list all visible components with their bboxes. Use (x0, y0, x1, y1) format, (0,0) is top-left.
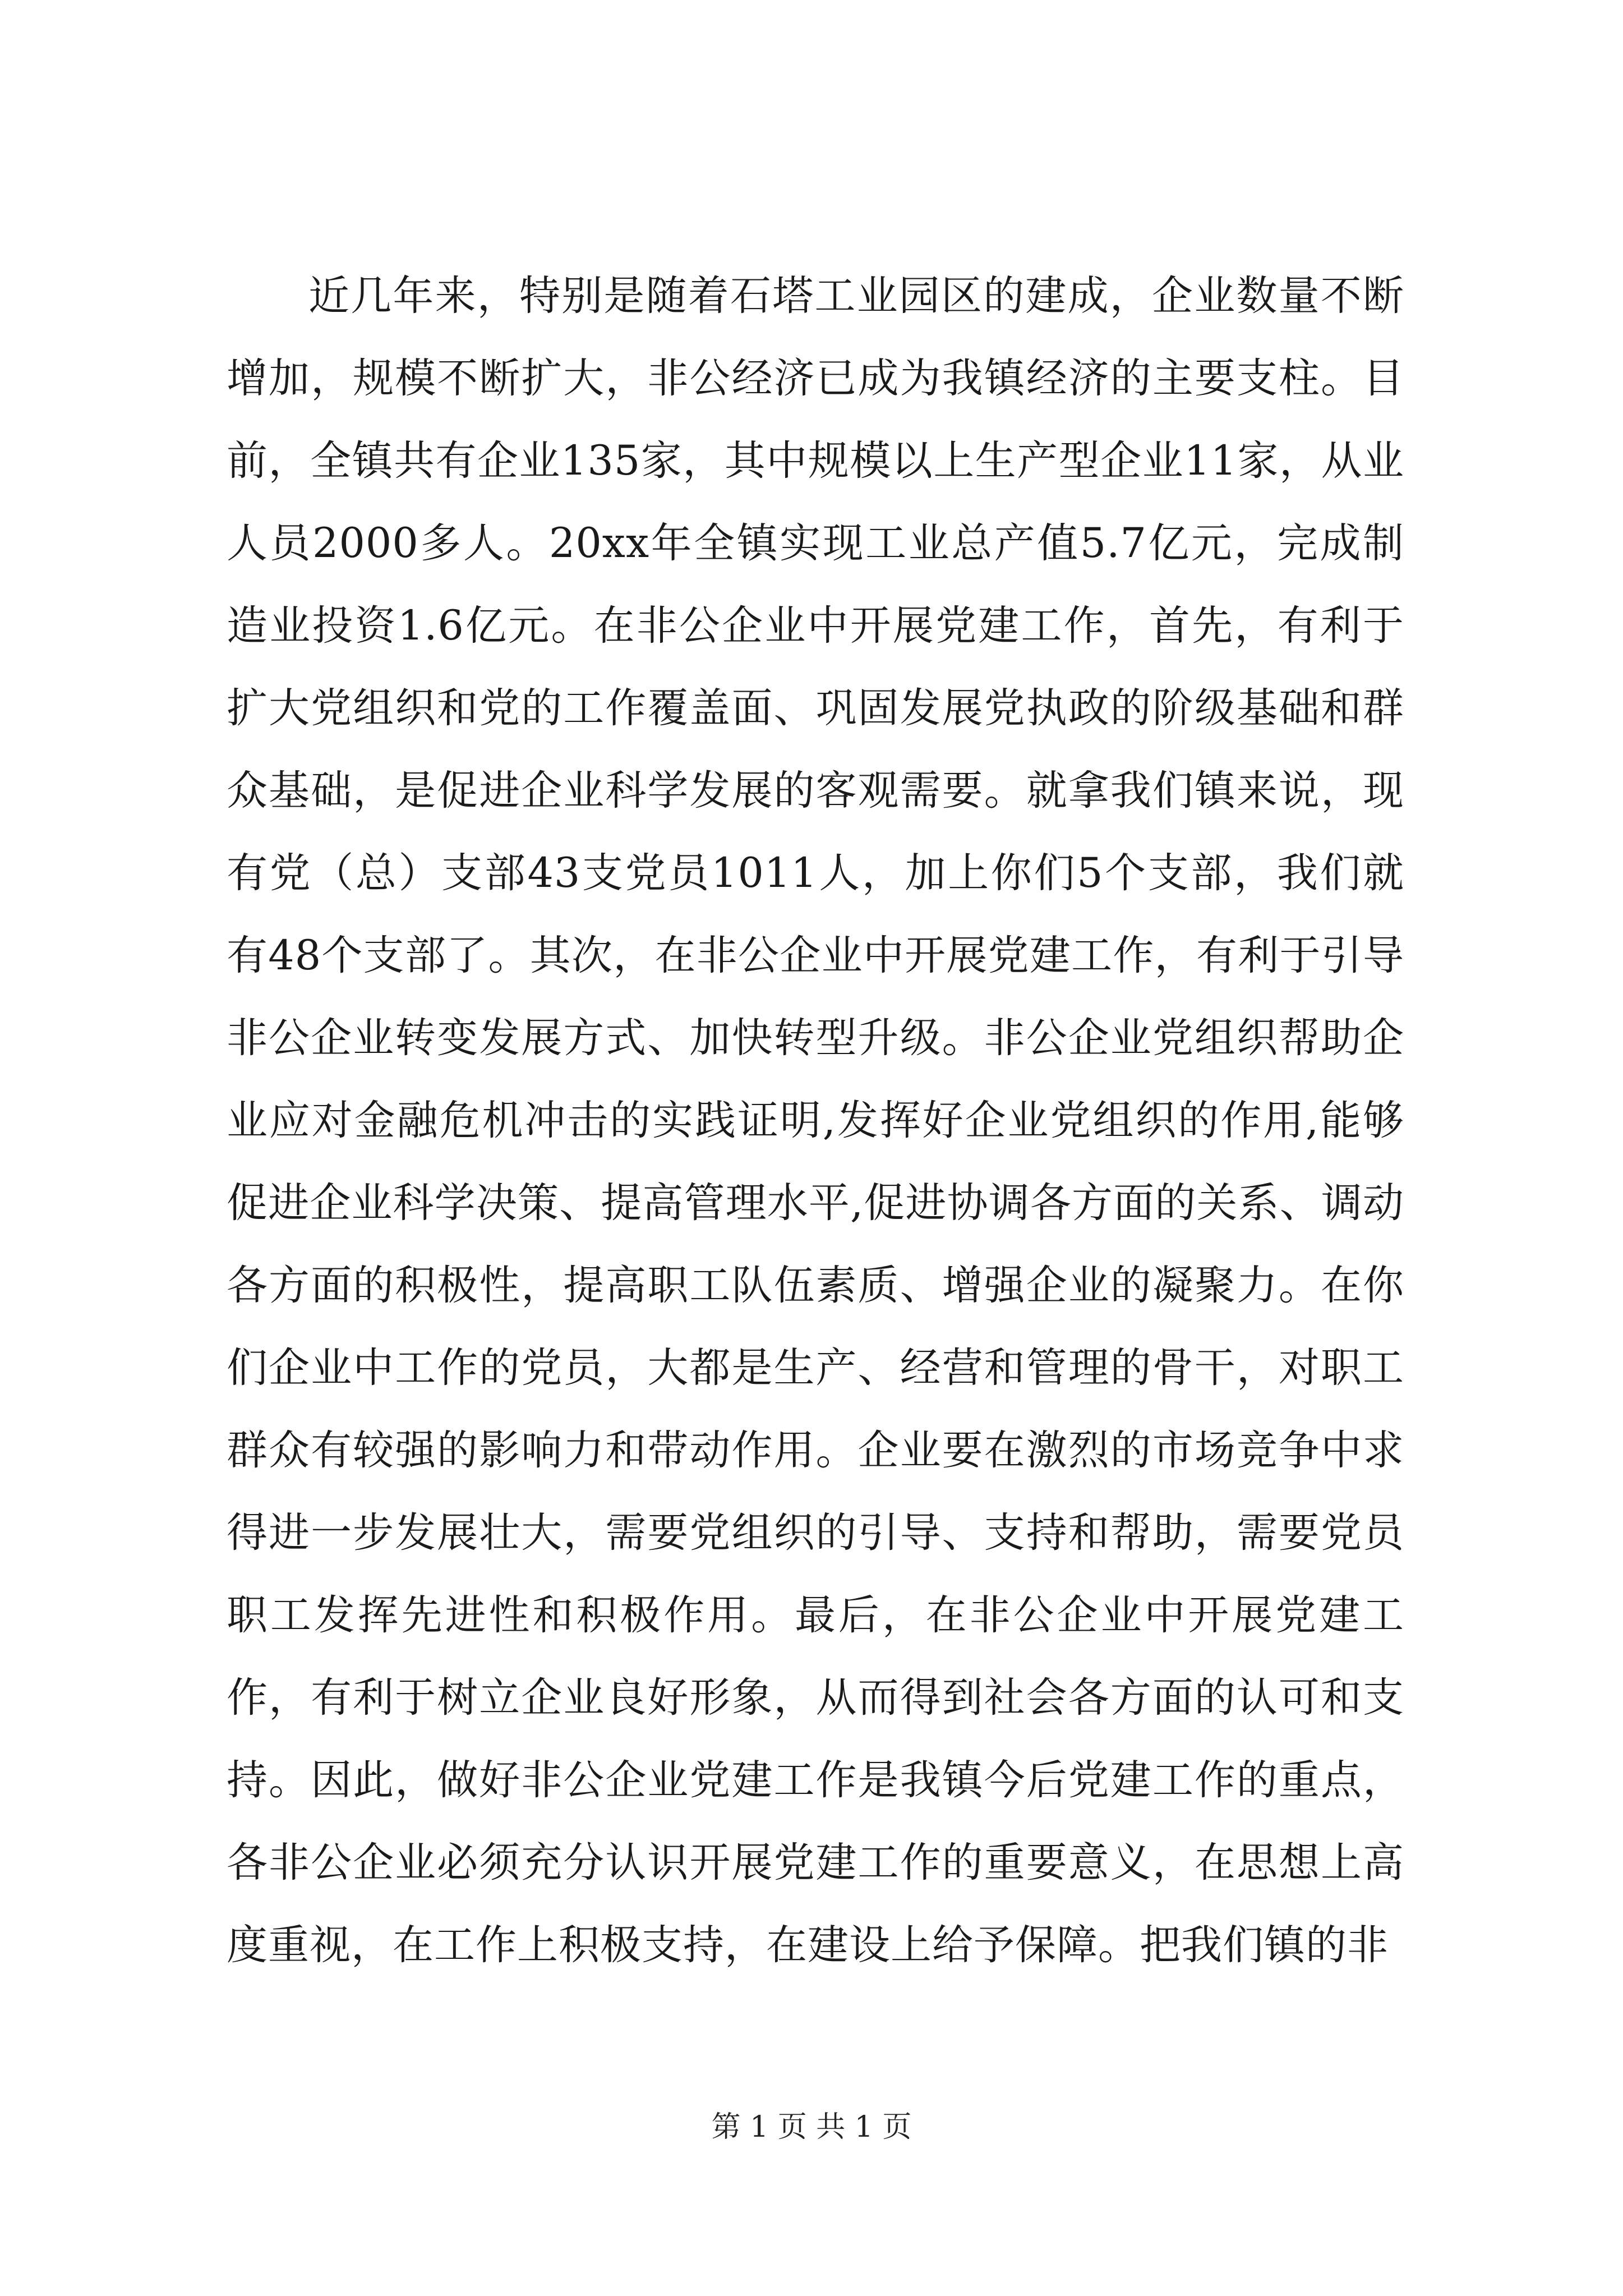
page-footer: 第 1 页 共 1 页 (711, 2110, 912, 2144)
body-paragraph: 近几年来，特别是随着石塔工业园区的建成，企业数量不断增加，规模不断扩大，非公经济已成为我镇经济的主要支柱。目前，全镇共有企业135家，其中规模以上生产型企业11家，从业人员2000多人。20xx年全镇实现工业总产值5.7亿元，完成制造业投资1.6亿元。在非公企业中开展党建工作，首先，有利于扩大党组织和党的工作覆盖面、巩固发展党执政的阶级基础和群众基础，是促进企业科学发展的客观需要。就拿我们镇来说，现有党（总）支部43支党员1011人，加上你们5个支部，我们就有48个支部了。其次，在非公企业中开展党建工作，有利于引导非公企业转变发展方式、加快转型升级。非公企业党组织帮助企业应对金融危机冲击的实践证明,发挥好企业党组织的作用,能够促进企业科学决策、提高管理水平,促进协调各方面的关系、调动各方面的积极性，提高职工队伍素质、增强企业的凝聚力。在你们企业中工作的党员，大都是生产、经营和管理的骨干，对职工群众有较强的影响力和带动作用。企业要在激烈的市场竞争中求得进一步发展壮大，需要党组织的引导、支持和帮助，需要党员职工发挥先进性和积极作用。最后，在非公企业中开展党建工作，有利于树立企业良好形象，从而得到社会各方面的认可和支持。因此，做好非公企业党建工作是我镇今后党建工作的重点，各非公企业必须充分认识开展党建工作的重要意义，在思想上高度重视，在工作上积极支持，在建设上给予保障。把我们镇的非 (227, 272, 1405, 1969)
